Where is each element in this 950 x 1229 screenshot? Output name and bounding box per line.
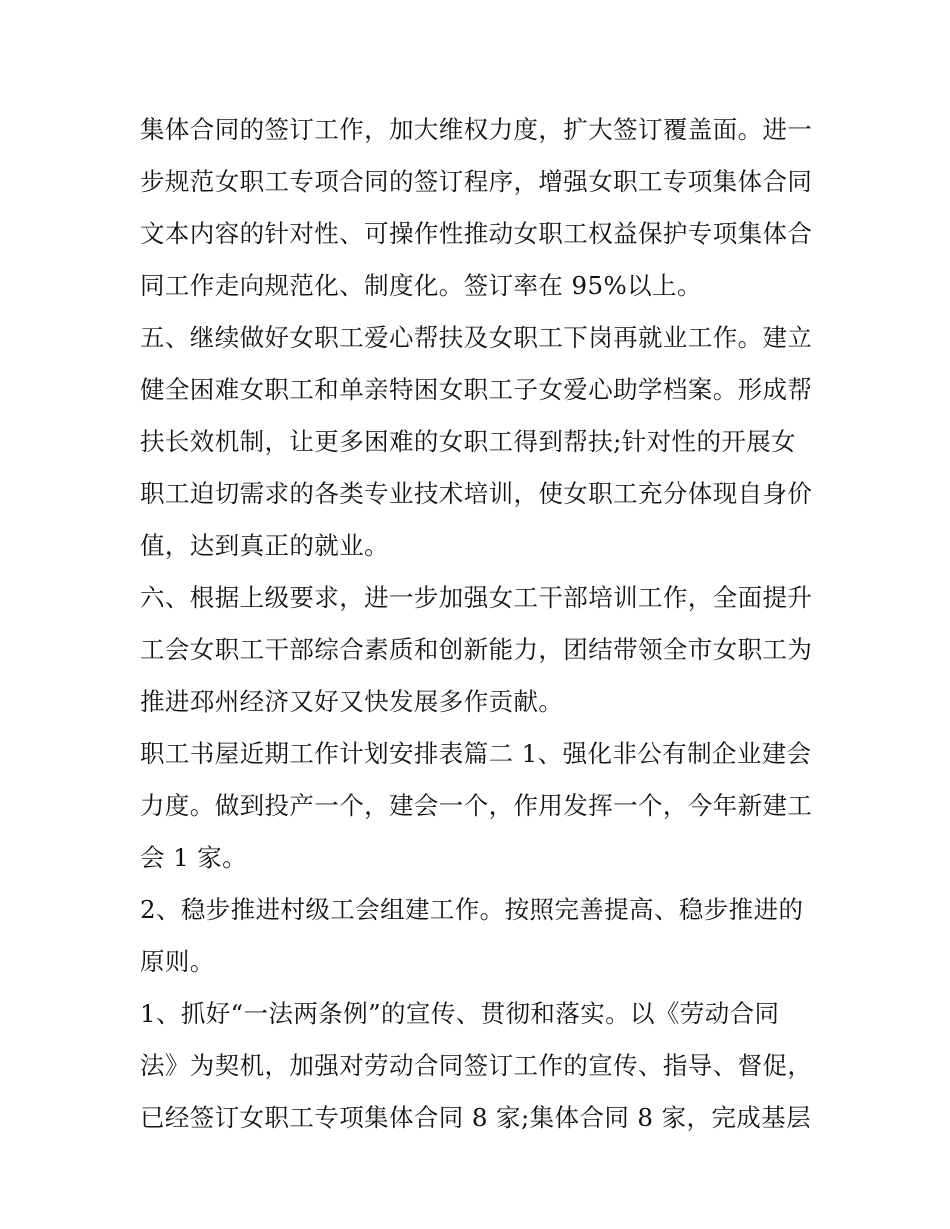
text-line: 力度。做到投产一个，建会一个，作用发挥一个，今年新建工 <box>140 791 813 820</box>
text-line: 六、根据上级要求，进一步加强女工干部培训工作，全面提升 <box>140 583 813 612</box>
text-line: 同工作走向规范化、制度化。签订率在 95%以上。 <box>140 271 702 300</box>
text-line: 文本内容的针对性、可操作性推动女职工权益保护专项集体合 <box>140 219 813 248</box>
text-line: 步规范女职工专项合同的签订程序，增强女职工专项集体合同 <box>140 167 813 196</box>
text-line: 会 1 家。 <box>140 843 248 872</box>
document-body <box>140 104 820 1144</box>
text-line: 职工迫切需求的各类专业技术培训，使女职工充分体现自身价 <box>140 479 813 508</box>
text-line: 2、稳步推进村级工会组建工作。按照完善提高、稳步推进的 <box>140 895 804 924</box>
text-line: 1、抓好“一法两条例”的宣传、贯彻和落实。以《劳动合同 <box>140 999 780 1028</box>
text-line: 五、继续做好女职工爱心帮扶及女职工下岗再就业工作。建立 <box>140 323 813 352</box>
text-line: 健全困难女职工和单亲特困女职工子女爱心助学档案。形成帮 <box>140 375 813 404</box>
text-line: 法》为契机，加强对劳动合同签订工作的宣传、指导、督促， <box>140 1051 813 1080</box>
text-line: 集体合同的签订工作，加大维权力度，扩大签订覆盖面。进一 <box>140 115 813 144</box>
text-line: 推进邳州经济又好又快发展多作贡献。 <box>140 687 564 716</box>
text-line: 原则。 <box>140 947 215 976</box>
text-line: 职工书屋近期工作计划安排表篇二 1、强化非公有制企业建会 <box>140 739 812 768</box>
text-line: 值，达到真正的就业。 <box>140 531 389 560</box>
text-line: 工会女职工干部综合素质和创新能力，团结带领全市女职工为 <box>140 635 813 664</box>
text-line: 扶长效机制，让更多困难的女职工得到帮扶;针对性的开展女 <box>140 427 797 456</box>
text-line: 已经签订女职工专项集体合同 8 家;集体合同 8 家，完成基层 <box>140 1103 811 1132</box>
